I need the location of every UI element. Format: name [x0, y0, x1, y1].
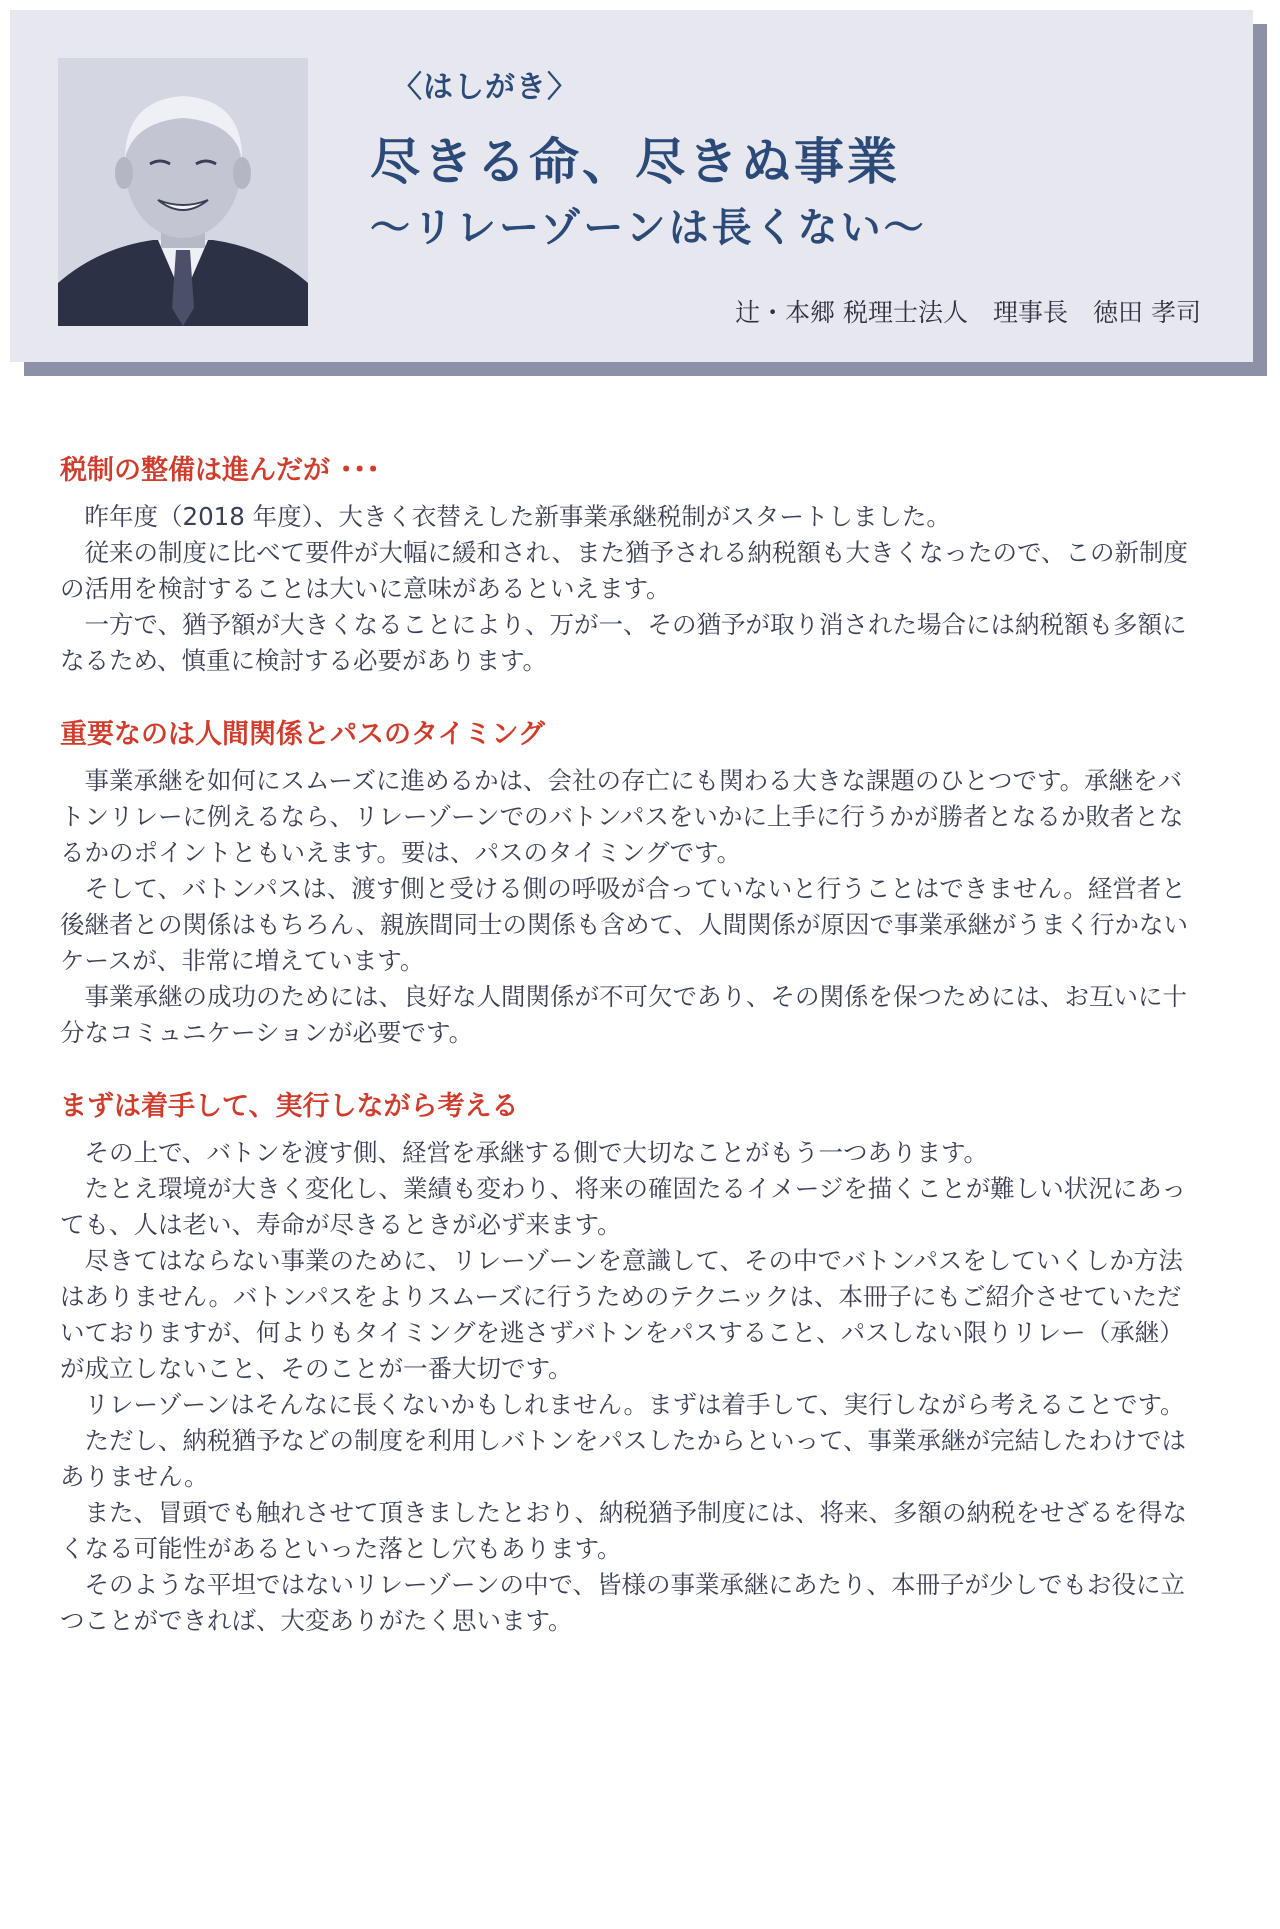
- header-label: 〈はしがき〉: [392, 70, 578, 105]
- section-start-and-think: [60, 1089, 1200, 1639]
- paragraph: その上で、バトンを渡す側、経営を承継する側で大切なことがもう一つあります。: [84, 1138, 989, 1167]
- paragraph: 尽きてはならない事業のために、リレーゾーンを意識して、その中でバトンパスをしていくしか方法はありません。バトンパスをよりスムーズに行うためのテクニックは、本冊子にもご紹介させていただいておりますが、何よりもタイミングを逃さずバトンをパスすること、パスしない限りリレー（承継）が成立しないこと、そのことが一番大切です。: [60, 1246, 1184, 1383]
- paragraph: また、冒頭でも触れさせて頂きましたとおり、納税猶予制度には、将来、多額の納税をせざるを得なくなる可能性があるといった落とし穴もあります。: [60, 1498, 1187, 1563]
- article-body: [60, 453, 1200, 1677]
- section-tax-reform: [60, 453, 1200, 679]
- paragraph: ただし、納税猶予などの制度を利用しバトンをパスしたからといって、事業承継が完結したわけではありません。: [60, 1426, 1187, 1491]
- paragraph: リレーゾーンはそんなに長くないかもしれません。まずは着手して、実行しながら考えることです。: [84, 1390, 1185, 1419]
- paragraph: 一方で、猶予額が大きくなることにより、万が一、その猶予が取り消された場合には納税額も多額になるため、慎重に検討する必要があります。: [60, 610, 1187, 675]
- section-relationships-timing: [60, 717, 1200, 1051]
- page-title: 尽きる命、尽きぬ事業: [370, 132, 900, 191]
- paragraph: 事業承継を如何にスムーズに進めるかは、会社の存亡にも関わる大きな課題のひとつです。承継をバトンリレーに例えるなら、リレーゾーンでのバトンパスをいかに上手に行うかが勝者となるか敗者となるかのポイントともいえます。要は、パスのタイミングです。: [60, 766, 1184, 867]
- paragraph: 昨年度（2018 年度）、大きく衣替えした新事業承継税制がスタートしました。: [84, 502, 951, 531]
- author-portrait: [58, 58, 308, 326]
- paragraph: 事業承継の成功のためには、良好な人間関係が不可欠であり、その関係を保つためには、お互いに十分なコミュニケーションが必要です。: [60, 982, 1187, 1047]
- section-heading: まずは着手して、実行しながら考える: [60, 1091, 519, 1122]
- section-heading: 重要なのは人間関係とパスのタイミング: [60, 719, 545, 750]
- paragraph: たとえ環境が大きく変化し、業績も変わり、将来の確固たるイメージを描くことが難しい状況にあっても、人は老い、寿命が尽きるときが必ず来ます。: [60, 1174, 1187, 1239]
- author-credit: 辻・本郷 税理士法人 理事長 徳田 孝司: [735, 298, 1201, 327]
- paragraph: そして、バトンパスは、渡す側と受ける側の呼吸が合っていないと行うことはできません。経営者と後継者との関係はもちろん、親族間同士の関係も含めて、人間関係が原因で事業承継がうまく行かないケースが、非常に増えています。: [60, 874, 1188, 975]
- page-subtitle: 〜リレーゾーンは長くない〜: [370, 204, 927, 251]
- paragraph: そのような平坦ではないリレーゾーンの中で、皆様の事業承継にあたり、本冊子が少しでもお役に立つことができれば、大変ありがたく思います。: [60, 1570, 1186, 1635]
- paragraph: 従来の制度に比べて要件が大幅に緩和され、また猶予される納税額も大きくなったので、この新制度の活用を検討することは大いに意味があるといえます。: [60, 538, 1188, 603]
- header-card: [10, 10, 1253, 362]
- portrait-illustration: [58, 58, 308, 326]
- section-heading: 税制の整備は進んだが ･･･: [60, 455, 380, 486]
